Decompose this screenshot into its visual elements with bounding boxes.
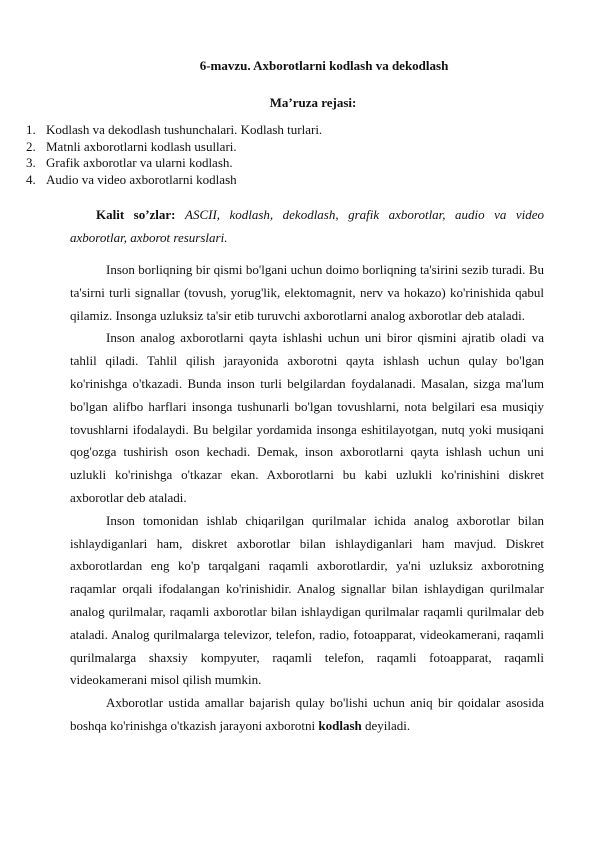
list-item [26,122,322,139]
keywords-text: ASCII, kodlash, dekodlash, grafik axborotlar, audio va video axborotlar, axborot resurslari. [70,207,545,245]
list-item [26,172,322,189]
list-item [26,155,322,172]
paragraph: Inson analog axborotlarni qayta ishlashi uchun uni biror qismini ajratib oladi va tahlil qiladi. Tahlil qilish jarayonida axborotni qayta ishlash uchun qulay bo'lgan ko'rinishga o'tkazadi. Bunda inson turli belgilardan foydalanadi. Masalan, sizga ma'lum bo'lgan alifbo harflari insonga tushunarli bo'lgan tovushlarni, nota belgilari esa musiqiy tovushlarni ifodalaydi. Bu belgilar yordamida insonga eshitilayotgan, nutq yoki musiqani qog'ozga tushirish oson kechadi. Demak, inson axborotlarni qayta ishlash uchun uni uzlukli ko'rinishga o'tkazar ekan. Axborotlarni bu kabi uzlukli ko'rinishini diskret axborotlar deb ataladi. [70,330,544,505]
bold-term: kodlash [318,717,362,733]
lecture-plan-heading: Ma’ruza rejasi: [269,95,357,110]
list-item-text: Grafik axborotlar va ularni kodlash. [46,155,233,170]
list-item-text: Matnli axborotlarni kodlash usullari. [46,138,237,154]
page-title: 6-mavzu. Axborotlarni kodlash va dekodlash [199,58,449,73]
paragraph-text: Axborotlar ustida amallar bajarish qulay bo'lishi uchun aniq bir qoidalar asosida boshqa ko'rinishga o'tkazish jarayoni axborotni [70,695,544,733]
list-number: 4. [26,171,36,187]
body-text [70,259,544,738]
list-item-text: Audio va video axborotlarni kodlash [46,171,237,187]
paragraph: Inson tomonidan ishlab chiqarilgan qurilmalar ichida analog axborotlar bilan ishlaydiganlari ham, diskret axborotlar bilan ishlaydiganlari ham mavjud. Diskret axborotlardan eng ko'p tarqalgani raqamli axborotlardir, ya'ni uzluksiz axborotning raqamlar orqali ifodalangan ko'rinishidir. Analog signallar bilan ishlaydigan qurilmalar analog qurilmalar, raqamli axborotlar bilan ishlaydigan qurilmalar raqamli qurilmalar deb ataladi. Analog qurilmalarga televizor, telefon, radio, fotoapparat, videokamerani, raqamli qurilmalarga shaxsiy kompyuter, raqamli telefon, raqamli fotoapparat, raqamli videokamerani misol qilish mumkin. [70,512,544,688]
keywords-paragraph [70,203,544,249]
paragraph [70,692,544,738]
list-number: 2. [26,138,36,154]
paragraph: Inson borliqning bir qismi bo'lgani uchun doimo borliqning ta'sirini sezib turadi. Bu ta'sirni turli signallar (tovush, yorug'lik, elektomagnit, nerv va hokazo) ko'rinishida qabul qilamiz. Insonga uzluksiz ta'sir etib turuvchi axborotlarni analog axborotlar deb ataladi. [70,262,544,323]
list-number: 1. [26,122,36,137]
list-item-text: Kodlash va dekodlash tushunchalari. Kodlash turlari. [46,122,323,137]
list-item [26,139,322,156]
paragraph-text: deyiladi. [361,717,411,733]
keywords-label: Kalit so’zlar: [96,207,176,222]
lecture-plan-list [26,122,322,188]
list-number: 3. [26,155,36,170]
